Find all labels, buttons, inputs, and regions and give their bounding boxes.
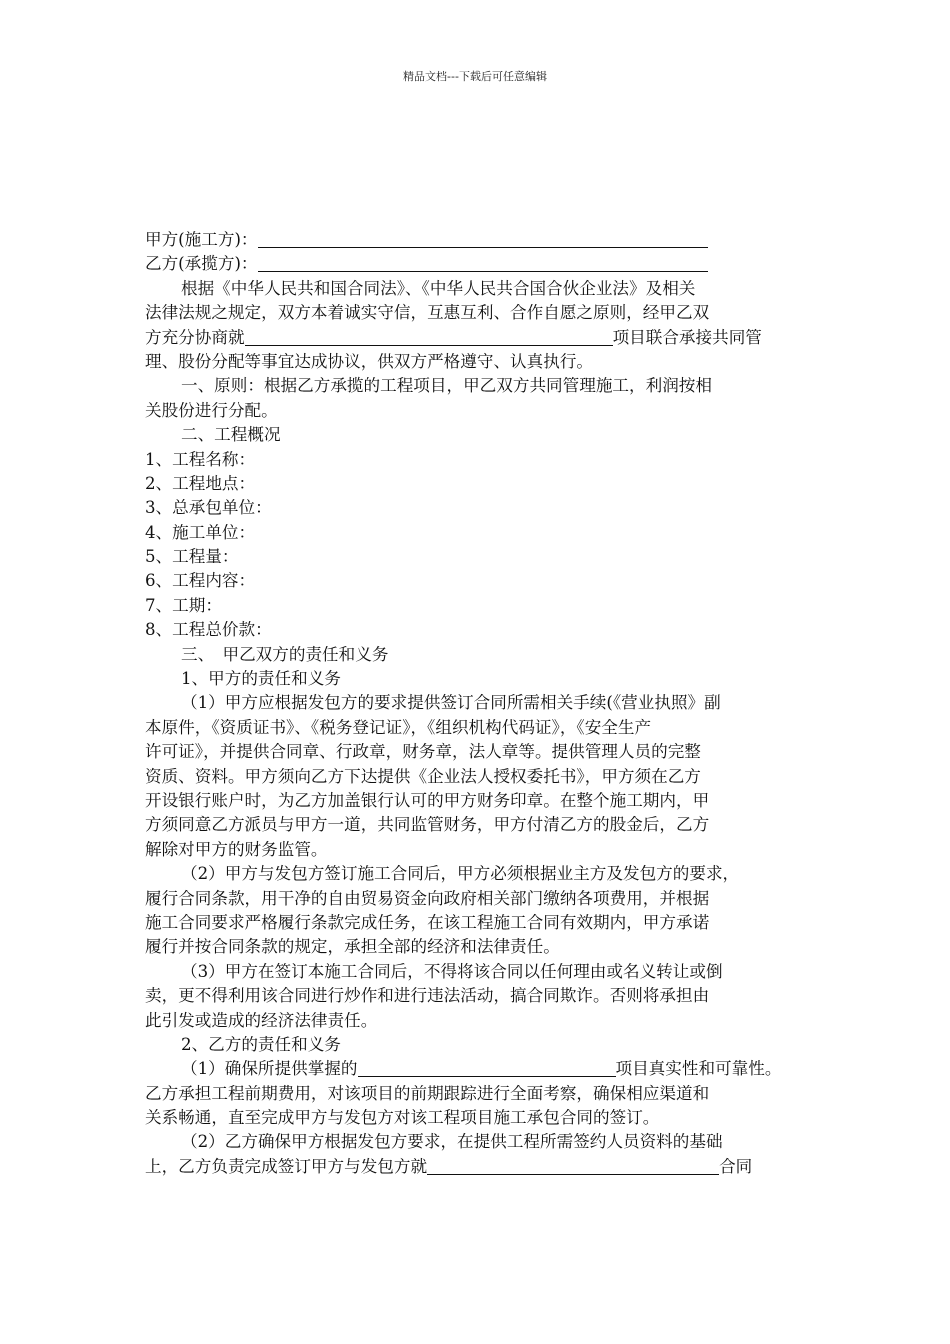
principle-line: 一、原则：根据乙方承揽的工程项目，甲乙双方共同管理施工，利润按相 (181, 376, 712, 396)
paragraph-text: 上，乙方负责完成签订甲方与发包方就 (145, 1156, 428, 1176)
contract-body (145, 228, 810, 1179)
paragraph-line: 卖，更不得利用该合同进行炒作和进行违法活动，搞合同欺诈。否则将承担由 (145, 986, 710, 1006)
intro-line: 法律法规之规定，双方本着诚实守信，互惠互利、合作自愿之原则，经甲乙双 (145, 303, 710, 323)
paragraph-line: 开设银行账户时，为乙方加盖银行认可的甲方财务印章。在整个施工期内，甲 (145, 790, 710, 810)
intro-text: 方充分协商就 (145, 327, 245, 347)
paragraph-line: 解除对甲方的财务监管。 (145, 839, 328, 859)
intro-line: 理、股份分配等事宜达成协议，供双方严格遵守、认真执行。 (145, 351, 594, 371)
subsection-title: 2、乙方的责任和义务 (181, 1034, 341, 1054)
paragraph-line (145, 1057, 810, 1081)
paragraph-line: 资质、资料。甲方须向乙方下达提供《企业法人授权委托书》，甲方须在乙方 (145, 766, 701, 786)
intro-line: 根据《中华人民共和国合同法》、《中华人民共合国合伙企业法》及相关 (181, 278, 696, 298)
paragraph-line: 履行合同条款，用干净的自由贸易资金向政府相关部门缴纳各项费用，并根据 (145, 888, 710, 908)
contract-blank (427, 1156, 719, 1175)
paragraph-line: 方须同意乙方派员与甲方一道，共同监管财务，甲方付清乙方的股金后，乙方 (145, 815, 710, 835)
paragraph-line: （2）乙方确保甲方根据发包方要求，在提供工程所需签约人员资料的基础 (181, 1132, 723, 1152)
paragraph-line: （1）甲方应根据发包方的要求提供签订合同所需相关手续(《营业执照》副 (181, 693, 721, 713)
overview-item: 7、工期： (145, 595, 222, 615)
paragraph-line: （3）甲方在签订本施工合同后，不得将该合同以任何理由或名义转让或倒 (181, 961, 723, 981)
principle-line: 关股份进行分配。 (145, 400, 278, 420)
paragraph-line: （2）甲方与发包方签订施工合同后，甲方必须根据业主方及发包方的要求， (181, 864, 740, 884)
paragraph-line: 许可证》，并提供合同章、行政章，财务章，法人章等。提供管理人员的完整 (145, 742, 701, 762)
overview-item: 5、工程量： (145, 547, 239, 567)
project-name-blank (245, 327, 613, 346)
overview-item: 3、总承包单位： (145, 498, 272, 518)
paragraph-line: 施工合同要求严格履行条款完成任务，在该工程施工合同有效期内，甲方承诺 (145, 912, 710, 932)
overview-item: 8、工程总价款： (145, 620, 272, 640)
project-blank (358, 1058, 616, 1077)
paragraph-line: 关系畅通，直至完成甲方与发包方对该工程项目施工承包合同的签订。 (145, 1108, 660, 1128)
party-b-blank (258, 253, 708, 272)
paragraph-text: 合同 (719, 1156, 753, 1176)
paragraph-line: 履行并按合同条款的规定，承担全部的经济和法律责任。 (145, 937, 560, 957)
subsection-title: 1、甲方的责任和义务 (181, 669, 341, 689)
party-a-label: 甲方(施工方)： (145, 230, 258, 249)
section-title: 三、 甲乙双方的责任和义务 (181, 644, 389, 664)
paragraph-line (145, 1155, 810, 1179)
paragraph-text: （1）确保所提供掌握的 (181, 1059, 358, 1079)
party-b-label: 乙方(承揽方)： (145, 254, 258, 274)
paragraph-line: 本原件，《资质证书》、《税务登记证》，《组织机构代码证》，《安全生产 (145, 717, 652, 737)
party-b-line (145, 252, 810, 276)
paragraph-line: 此引发或造成的经济法律责任。 (145, 1010, 378, 1030)
overview-item: 2、工程地点： (145, 473, 256, 493)
overview-item: 4、施工单位： (145, 522, 256, 542)
intro-line (145, 326, 810, 350)
section-title: 二、工程概况 (181, 425, 281, 445)
party-a-blank (258, 229, 708, 248)
paragraph-line: 乙方承担工程前期费用，对该项目的前期跟踪进行全面考察，确保相应渠道和 (145, 1083, 710, 1103)
overview-item: 6、工程内容： (145, 571, 256, 591)
overview-item: 1、工程名称： (145, 449, 256, 469)
intro-text: 项目联合承接共同管 (612, 327, 762, 347)
party-a-line (145, 228, 810, 252)
paragraph-text: 项目真实性和可靠性。 (615, 1059, 782, 1079)
page-header: 精品文档---下载后可任意编辑 (403, 70, 547, 83)
